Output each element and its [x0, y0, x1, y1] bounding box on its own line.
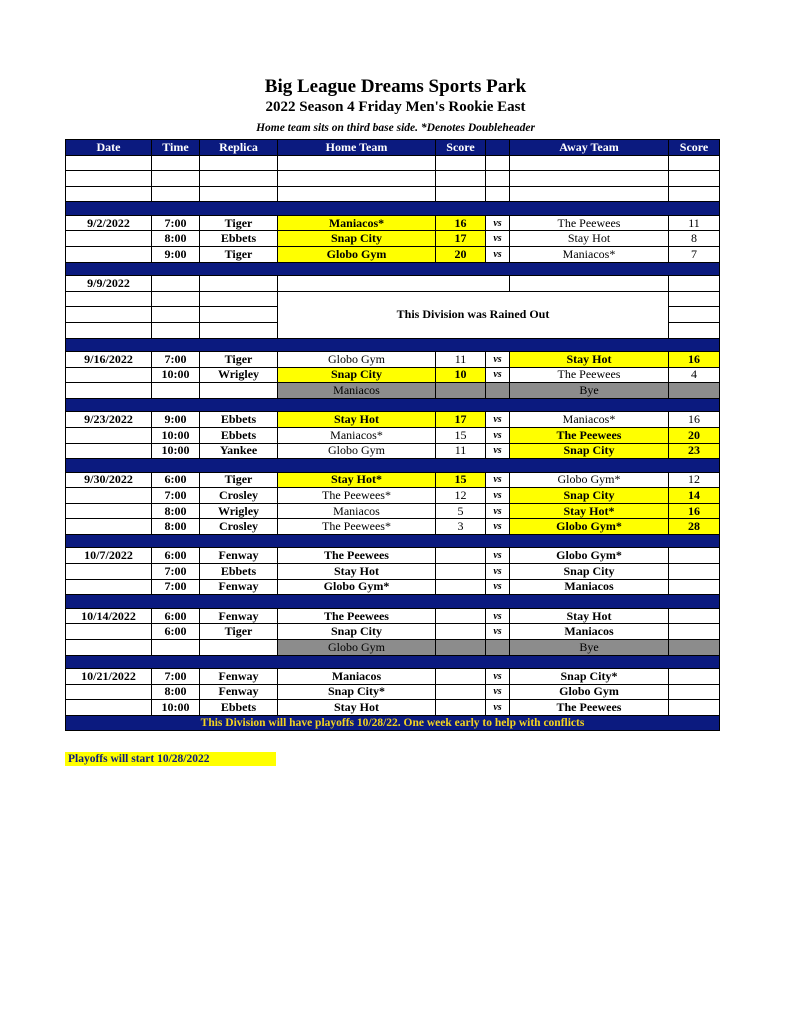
empty-cell	[200, 171, 278, 187]
empty-cell	[510, 171, 669, 187]
home-score: 10	[436, 367, 486, 383]
home-score: 5	[436, 503, 486, 519]
home-score: 16	[436, 215, 486, 231]
home-team: The Peewees	[278, 608, 436, 624]
away-score	[669, 383, 720, 399]
away-score: 16	[669, 503, 720, 519]
game-row	[66, 247, 720, 263]
week-separator	[66, 398, 720, 412]
empty-cell	[510, 186, 669, 202]
column-header-vs	[486, 140, 510, 156]
time-cell: 7:00	[152, 579, 200, 595]
vs-cell	[486, 639, 510, 655]
home-score	[436, 669, 486, 685]
field-cell	[200, 276, 278, 292]
field-cell: Ebbets	[200, 231, 278, 247]
away-score: 4	[669, 367, 720, 383]
week-separator	[66, 595, 720, 609]
blank-row	[66, 186, 720, 202]
game-row	[66, 564, 720, 580]
field-cell: Fenway	[200, 579, 278, 595]
field-cell: Ebbets	[200, 427, 278, 443]
home-team: Maniacos	[278, 503, 436, 519]
time-cell: 8:00	[152, 503, 200, 519]
time-cell: 7:00	[152, 669, 200, 685]
bye-label: Bye	[510, 639, 669, 655]
field-cell: Fenway	[200, 684, 278, 700]
away-team: Stay Hot	[510, 352, 669, 368]
away-score	[669, 564, 720, 580]
week-separator	[66, 338, 720, 352]
empty-cell	[669, 307, 720, 323]
blank-row	[66, 171, 720, 187]
date-cell: 9/23/2022	[66, 412, 152, 428]
date-cell	[66, 488, 152, 504]
field-cell	[200, 639, 278, 655]
vs-cell: vs	[486, 367, 510, 383]
home-team: Maniacos	[278, 669, 436, 685]
date-cell: 9/30/2022	[66, 472, 152, 488]
empty-cell	[66, 171, 152, 187]
home-score	[436, 639, 486, 655]
field-cell: Ebbets	[200, 412, 278, 428]
date-cell: 10/7/2022	[66, 548, 152, 564]
time-cell: 7:00	[152, 564, 200, 580]
empty-cell	[278, 276, 510, 292]
empty-cell	[436, 171, 486, 187]
home-team: Globo Gym	[278, 247, 436, 263]
home-team: Maniacos*	[278, 215, 436, 231]
game-row	[66, 579, 720, 595]
week-separator	[66, 262, 720, 276]
field-cell: Tiger	[200, 247, 278, 263]
time-cell: 9:00	[152, 247, 200, 263]
empty-cell	[278, 155, 436, 171]
field-cell: Ebbets	[200, 564, 278, 580]
away-team: Globo Gym*	[510, 548, 669, 564]
vs-cell: vs	[486, 352, 510, 368]
time-cell: 10:00	[152, 700, 200, 716]
home-team: The Peewees*	[278, 488, 436, 504]
home-score: 20	[436, 247, 486, 263]
home-team: Globo Gym	[278, 443, 436, 459]
playoff-footer: This Division will have playoffs 10/28/22. One week early to help with conflicts	[66, 715, 720, 731]
empty-cell	[669, 322, 720, 338]
field-cell: Wrigley	[200, 503, 278, 519]
time-cell	[152, 322, 200, 338]
empty-cell	[278, 171, 436, 187]
field-cell: Crosley	[200, 488, 278, 504]
date-cell: 10/21/2022	[66, 669, 152, 685]
home-score: 17	[436, 231, 486, 247]
away-team: Stay Hot*	[510, 503, 669, 519]
away-score	[669, 579, 720, 595]
vs-cell: vs	[486, 548, 510, 564]
time-cell	[152, 276, 200, 292]
home-team: Stay Hot	[278, 412, 436, 428]
field-cell	[200, 291, 278, 307]
game-row	[66, 427, 720, 443]
empty-cell	[436, 155, 486, 171]
bye-team: Globo Gym	[278, 639, 436, 655]
away-team: Stay Hot	[510, 608, 669, 624]
date-cell	[66, 427, 152, 443]
date-cell: 9/16/2022	[66, 352, 152, 368]
empty-cell	[66, 155, 152, 171]
date-cell	[66, 231, 152, 247]
away-team: Globo Gym	[510, 684, 669, 700]
empty-cell	[66, 186, 152, 202]
column-header-away-score: Score	[669, 140, 720, 156]
home-score	[436, 684, 486, 700]
away-score: 20	[669, 427, 720, 443]
away-score: 16	[669, 412, 720, 428]
field-cell: Tiger	[200, 624, 278, 640]
away-score: 11	[669, 215, 720, 231]
bye-team: Maniacos	[278, 383, 436, 399]
home-team: Globo Gym	[278, 352, 436, 368]
time-cell: 9:00	[152, 412, 200, 428]
game-row	[66, 503, 720, 519]
time-cell	[152, 383, 200, 399]
date-cell	[66, 307, 152, 323]
separator-cell	[66, 338, 720, 352]
away-team: The Peewees	[510, 367, 669, 383]
vs-cell: vs	[486, 579, 510, 595]
column-header-time: Time	[152, 140, 200, 156]
home-score: 3	[436, 519, 486, 535]
away-score: 16	[669, 352, 720, 368]
game-row	[66, 352, 720, 368]
away-team: Stay Hot	[510, 231, 669, 247]
away-team: Maniacos	[510, 579, 669, 595]
empty-cell	[669, 291, 720, 307]
home-team: The Peewees	[278, 548, 436, 564]
bye-label: Bye	[510, 383, 669, 399]
empty-cell	[669, 186, 720, 202]
away-score	[669, 684, 720, 700]
empty-cell	[669, 171, 720, 187]
away-team: Snap City	[510, 564, 669, 580]
time-cell: 7:00	[152, 352, 200, 368]
playoff-note: Playoffs will start 10/28/2022	[65, 752, 276, 766]
home-score: 11	[436, 352, 486, 368]
empty-cell	[669, 276, 720, 292]
game-row	[66, 548, 720, 564]
week-separator	[66, 459, 720, 473]
away-score	[669, 624, 720, 640]
time-cell: 7:00	[152, 215, 200, 231]
vs-cell: vs	[486, 247, 510, 263]
vs-cell	[486, 383, 510, 399]
separator-cell	[66, 534, 720, 548]
bye-row	[66, 383, 720, 399]
away-score	[669, 548, 720, 564]
game-row	[66, 700, 720, 716]
separator-cell	[66, 459, 720, 473]
doubleheader-note: Home team sits on third base side. *Denotes Doubleheader	[256, 122, 535, 134]
week-separator	[66, 655, 720, 669]
date-cell	[66, 639, 152, 655]
home-team: The Peewees*	[278, 519, 436, 535]
vs-cell: vs	[486, 503, 510, 519]
empty-cell	[510, 155, 669, 171]
away-score: 14	[669, 488, 720, 504]
time-cell: 10:00	[152, 427, 200, 443]
vs-cell: vs	[486, 488, 510, 504]
time-cell: 6:00	[152, 548, 200, 564]
date-cell	[66, 503, 152, 519]
column-header-home-score: Score	[436, 140, 486, 156]
date-cell: 9/2/2022	[66, 215, 152, 231]
table-row	[66, 276, 720, 292]
home-team: Stay Hot*	[278, 472, 436, 488]
home-score: 17	[436, 412, 486, 428]
empty-cell	[486, 186, 510, 202]
column-header-away-team: Away Team	[510, 140, 669, 156]
home-score	[436, 624, 486, 640]
game-row	[66, 215, 720, 231]
away-team: Snap City*	[510, 669, 669, 685]
field-cell: Tiger	[200, 215, 278, 231]
field-cell: Fenway	[200, 669, 278, 685]
page-title: Big League Dreams Sports Park	[264, 76, 527, 97]
vs-cell: vs	[486, 215, 510, 231]
game-row	[66, 443, 720, 459]
page-subtitle: 2022 Season 4 Friday Men's Rookie East	[265, 99, 526, 115]
vs-cell: vs	[486, 669, 510, 685]
home-team: Maniacos*	[278, 427, 436, 443]
time-cell: 8:00	[152, 519, 200, 535]
away-team: Snap City	[510, 488, 669, 504]
field-cell: Tiger	[200, 352, 278, 368]
away-score	[669, 639, 720, 655]
date-cell	[66, 579, 152, 595]
away-score: 12	[669, 472, 720, 488]
time-cell: 10:00	[152, 443, 200, 459]
home-score	[436, 700, 486, 716]
vs-cell: vs	[486, 700, 510, 716]
column-header-replica: Replica	[200, 140, 278, 156]
away-score	[669, 700, 720, 716]
game-row	[66, 472, 720, 488]
separator-cell	[66, 398, 720, 412]
separator-cell	[66, 202, 720, 216]
column-header-home-team: Home Team	[278, 140, 436, 156]
schedule-table	[65, 139, 720, 731]
field-cell: Crosley	[200, 519, 278, 535]
time-cell	[152, 639, 200, 655]
empty-cell	[200, 186, 278, 202]
home-team: Snap City*	[278, 684, 436, 700]
vs-cell: vs	[486, 472, 510, 488]
away-team: Maniacos*	[510, 412, 669, 428]
date-cell	[66, 367, 152, 383]
game-row	[66, 669, 720, 685]
date-cell	[66, 519, 152, 535]
game-row	[66, 624, 720, 640]
field-cell	[200, 322, 278, 338]
date-cell: 10/14/2022	[66, 608, 152, 624]
home-score: 12	[436, 488, 486, 504]
date-cell	[66, 684, 152, 700]
bye-row	[66, 639, 720, 655]
game-row	[66, 684, 720, 700]
away-team: Snap City	[510, 443, 669, 459]
column-header-date: Date	[66, 140, 152, 156]
away-score: 28	[669, 519, 720, 535]
time-cell: 6:00	[152, 624, 200, 640]
home-score: 11	[436, 443, 486, 459]
home-score	[436, 564, 486, 580]
home-team: Snap City	[278, 367, 436, 383]
vs-cell: vs	[486, 684, 510, 700]
home-score: 15	[436, 472, 486, 488]
table-row	[66, 291, 720, 307]
time-cell: 8:00	[152, 684, 200, 700]
vs-cell: vs	[486, 443, 510, 459]
home-team: Stay Hot	[278, 700, 436, 716]
time-cell: 6:00	[152, 472, 200, 488]
time-cell: 10:00	[152, 367, 200, 383]
separator-cell	[66, 655, 720, 669]
separator-cell	[66, 262, 720, 276]
home-team: Globo Gym*	[278, 579, 436, 595]
away-team: The Peewees	[510, 700, 669, 716]
game-row	[66, 488, 720, 504]
blank-row	[66, 155, 720, 171]
empty-cell	[152, 186, 200, 202]
away-team: Globo Gym*	[510, 519, 669, 535]
date-cell	[66, 247, 152, 263]
game-row	[66, 231, 720, 247]
week-separator	[66, 534, 720, 548]
empty-cell	[486, 155, 510, 171]
empty-cell	[510, 276, 669, 292]
vs-cell: vs	[486, 608, 510, 624]
away-team: Maniacos	[510, 624, 669, 640]
home-team: Snap City	[278, 624, 436, 640]
vs-cell: vs	[486, 624, 510, 640]
date-cell: 9/9/2022	[66, 276, 152, 292]
vs-cell: vs	[486, 519, 510, 535]
date-cell	[66, 291, 152, 307]
time-cell	[152, 307, 200, 323]
away-score	[669, 669, 720, 685]
date-cell	[66, 383, 152, 399]
footer-row	[66, 715, 720, 731]
field-cell: Yankee	[200, 443, 278, 459]
empty-cell	[200, 155, 278, 171]
time-cell: 7:00	[152, 488, 200, 504]
date-cell	[66, 443, 152, 459]
game-row	[66, 412, 720, 428]
time-cell: 8:00	[152, 231, 200, 247]
away-score: 8	[669, 231, 720, 247]
away-team: Globo Gym*	[510, 472, 669, 488]
empty-cell	[486, 171, 510, 187]
empty-cell	[436, 186, 486, 202]
vs-cell: vs	[486, 427, 510, 443]
vs-cell: vs	[486, 412, 510, 428]
away-score	[669, 608, 720, 624]
field-cell: Tiger	[200, 472, 278, 488]
home-score	[436, 608, 486, 624]
date-cell	[66, 564, 152, 580]
home-team: Snap City	[278, 231, 436, 247]
rained-out-notice: This Division was Rained Out	[278, 291, 669, 338]
away-score: 7	[669, 247, 720, 263]
field-cell: Wrigley	[200, 367, 278, 383]
vs-cell: vs	[486, 231, 510, 247]
away-team: Maniacos*	[510, 247, 669, 263]
game-row	[66, 608, 720, 624]
field-cell	[200, 383, 278, 399]
empty-cell	[278, 186, 436, 202]
time-cell	[152, 291, 200, 307]
vs-cell: vs	[486, 564, 510, 580]
time-cell: 6:00	[152, 608, 200, 624]
date-cell	[66, 322, 152, 338]
game-row	[66, 519, 720, 535]
empty-cell	[669, 155, 720, 171]
field-cell	[200, 307, 278, 323]
away-score: 23	[669, 443, 720, 459]
field-cell: Fenway	[200, 608, 278, 624]
date-cell	[66, 700, 152, 716]
away-team: The Peewees	[510, 215, 669, 231]
home-score	[436, 579, 486, 595]
week-separator	[66, 202, 720, 216]
home-team: Stay Hot	[278, 564, 436, 580]
empty-cell	[152, 155, 200, 171]
empty-cell	[152, 171, 200, 187]
field-cell: Fenway	[200, 548, 278, 564]
field-cell: Ebbets	[200, 700, 278, 716]
home-score	[436, 383, 486, 399]
away-team: The Peewees	[510, 427, 669, 443]
home-score	[436, 548, 486, 564]
home-score: 15	[436, 427, 486, 443]
game-row	[66, 367, 720, 383]
header-row	[66, 140, 720, 156]
date-cell	[66, 624, 152, 640]
separator-cell	[66, 595, 720, 609]
